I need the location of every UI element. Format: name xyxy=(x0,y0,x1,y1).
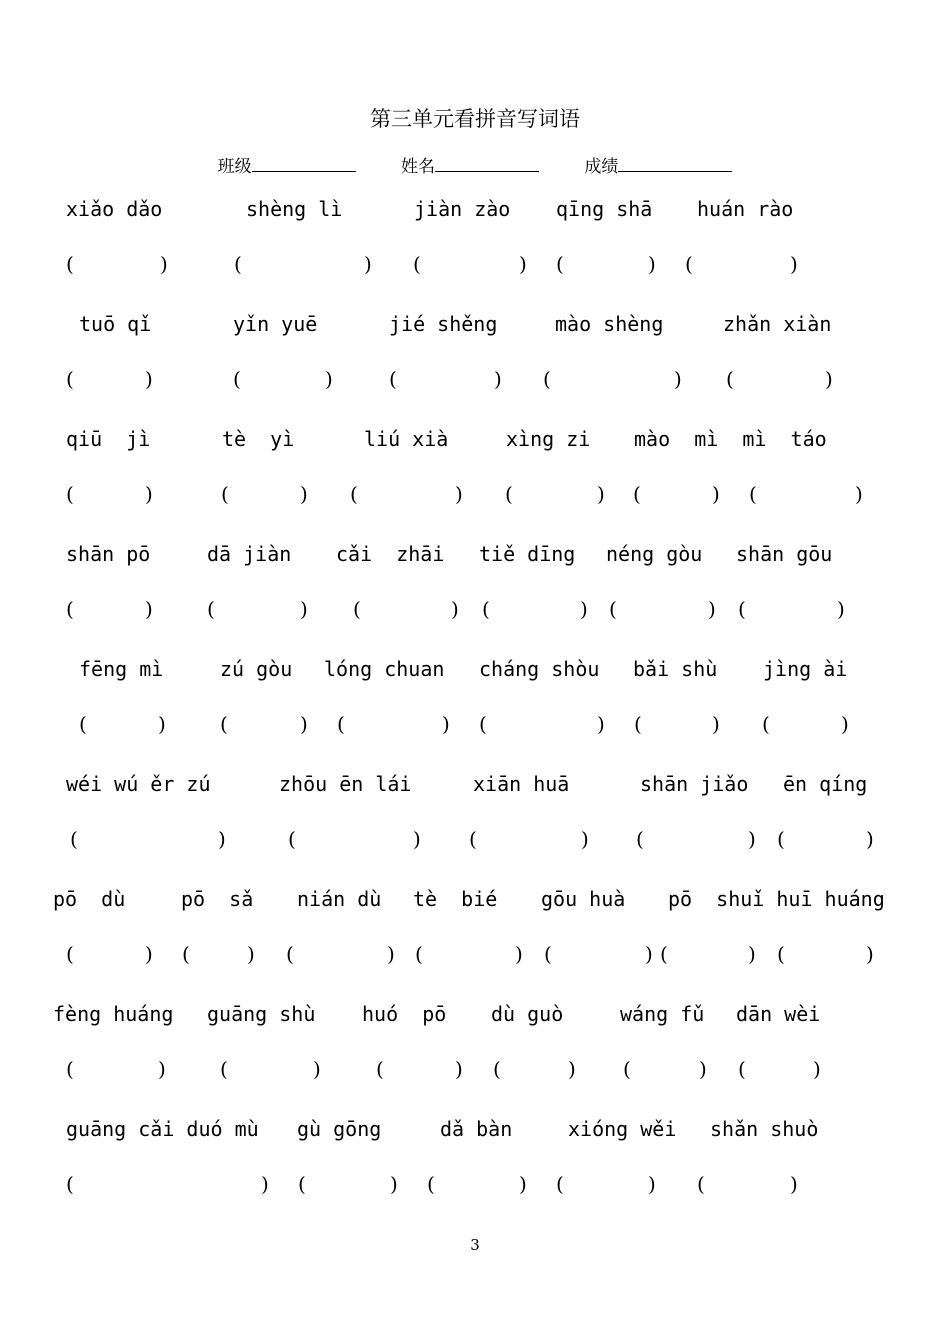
answer-bracket-open: ( xyxy=(66,597,74,621)
answer-bracket-open: ( xyxy=(634,712,642,736)
answer-bracket-close: ) xyxy=(494,367,502,391)
answer-bracket-close: ) xyxy=(145,942,153,966)
pinyin-word: dù guò xyxy=(491,1002,564,1026)
pinyin-word: xióng wěi xyxy=(568,1117,677,1141)
answer-bracket-close: ) xyxy=(712,482,720,506)
answer-bracket-open: ( xyxy=(493,1057,501,1081)
answer-bracket-close: ) xyxy=(519,1172,527,1196)
pinyin-word: shān pō xyxy=(66,542,151,566)
answer-bracket-open: ( xyxy=(777,827,785,851)
answer-bracket-close: ) xyxy=(648,252,656,276)
pinyin-word: yǐn yuē xyxy=(233,312,318,336)
answer-bracket-close: ) xyxy=(387,942,395,966)
pinyin-word: tè bié xyxy=(413,887,498,911)
answer-bracket-close: ) xyxy=(866,827,874,851)
page-number: 3 xyxy=(470,1236,480,1254)
answer-bracket-close: ) xyxy=(837,597,845,621)
answer-bracket-close: ) xyxy=(158,1057,166,1081)
pinyin-word: pō shuǐ huī huáng xyxy=(668,887,885,911)
pinyin-word: wéi wú ěr zú xyxy=(66,772,211,796)
answer-bracket-open: ( xyxy=(427,1172,435,1196)
answer-bracket-close: ) xyxy=(580,597,588,621)
answer-bracket-open: ( xyxy=(66,1057,74,1081)
pinyin-word: nián dù xyxy=(297,887,382,911)
answer-bracket-open: ( xyxy=(543,367,551,391)
pinyin-word: guāng shù xyxy=(207,1002,316,1026)
answer-bracket-close: ) xyxy=(855,482,863,506)
pinyin-word: tiě dīng xyxy=(479,542,576,566)
answer-bracket-open: ( xyxy=(220,1057,228,1081)
pinyin-word: wáng fǔ xyxy=(620,1002,705,1026)
answer-bracket-open: ( xyxy=(376,1057,384,1081)
answer-bracket-close: ) xyxy=(145,597,153,621)
answer-bracket-close: ) xyxy=(748,942,756,966)
answer-bracket-open: ( xyxy=(233,367,241,391)
answer-bracket-open: ( xyxy=(288,827,296,851)
answer-bracket-open: ( xyxy=(66,252,74,276)
pinyin-word: huó pō xyxy=(362,1002,447,1026)
answer-bracket-close: ) xyxy=(455,482,463,506)
answer-bracket-close: ) xyxy=(519,252,527,276)
class-label: 班级 xyxy=(217,157,252,177)
pinyin-word: fēng mì xyxy=(79,657,164,681)
answer-bracket-close: ) xyxy=(748,827,756,851)
answer-bracket-close: ) xyxy=(300,482,308,506)
name-label: 姓名 xyxy=(401,157,435,177)
answer-bracket-open: ( xyxy=(633,482,641,506)
answer-bracket-close: ) xyxy=(325,367,333,391)
answer-bracket-close: ) xyxy=(515,942,523,966)
answer-bracket-close: ) xyxy=(568,1057,576,1081)
answer-bracket-open: ( xyxy=(220,712,228,736)
class-blank[interactable] xyxy=(252,157,356,172)
answer-bracket-close: ) xyxy=(313,1057,321,1081)
pinyin-word: dǎ bàn xyxy=(440,1117,513,1141)
pinyin-word: qiū jì xyxy=(66,427,151,451)
class-field xyxy=(218,152,356,177)
pinyin-word: shèng lì xyxy=(246,197,343,221)
answer-bracket-open: ( xyxy=(66,1172,74,1196)
name-blank[interactable] xyxy=(435,157,539,172)
pinyin-word: gōu huà xyxy=(541,887,626,911)
answer-bracket-open: ( xyxy=(749,482,757,506)
pinyin-word: zú gòu xyxy=(220,657,293,681)
answer-bracket-open: ( xyxy=(234,252,242,276)
answer-bracket-open: ( xyxy=(413,252,421,276)
pinyin-word: liú xià xyxy=(364,427,449,451)
score-field xyxy=(584,152,732,177)
answer-bracket-open: ( xyxy=(505,482,513,506)
answer-bracket-close: ) xyxy=(674,367,682,391)
pinyin-word: jìng ài xyxy=(763,657,848,681)
answer-bracket-close: ) xyxy=(597,482,605,506)
pinyin-word: gù gōng xyxy=(297,1117,382,1141)
worksheet-title: 第三单元看拼音写词语 xyxy=(370,107,580,131)
answer-bracket-close: ) xyxy=(218,827,226,851)
answer-bracket-open: ( xyxy=(482,597,490,621)
answer-bracket-open: ( xyxy=(389,367,397,391)
pinyin-word: zhǎn xiàn xyxy=(723,312,832,336)
answer-bracket-open: ( xyxy=(556,252,564,276)
answer-bracket-close: ) xyxy=(645,942,653,966)
answer-bracket-open: ( xyxy=(286,942,294,966)
answer-bracket-close: ) xyxy=(699,1057,707,1081)
answer-bracket-open: ( xyxy=(182,942,190,966)
answer-bracket-open: ( xyxy=(697,1172,705,1196)
answer-bracket-open: ( xyxy=(544,942,552,966)
pinyin-word: mào mì mì táo xyxy=(634,427,827,451)
pinyin-word: néng gòu xyxy=(606,542,703,566)
answer-bracket-close: ) xyxy=(790,1172,798,1196)
answer-bracket-open: ( xyxy=(738,597,746,621)
pinyin-word: xìng zi xyxy=(506,427,591,451)
pinyin-word: shǎn shuò xyxy=(710,1117,819,1141)
answer-bracket-close: ) xyxy=(581,827,589,851)
answer-bracket-open: ( xyxy=(415,942,423,966)
answer-bracket-open: ( xyxy=(685,252,693,276)
answer-bracket-close: ) xyxy=(813,1057,821,1081)
answer-bracket-close: ) xyxy=(145,367,153,391)
answer-bracket-close: ) xyxy=(364,252,372,276)
answer-bracket-open: ( xyxy=(660,942,668,966)
answer-bracket-close: ) xyxy=(158,712,166,736)
answer-bracket-open: ( xyxy=(66,367,74,391)
answer-bracket-close: ) xyxy=(247,942,255,966)
pinyin-word: pō sǎ xyxy=(181,887,254,911)
pinyin-word: lóng chuan xyxy=(324,657,445,681)
pinyin-word: tè yì xyxy=(222,427,295,451)
pinyin-word: tuō qǐ xyxy=(79,312,152,336)
score-blank[interactable] xyxy=(618,157,732,172)
pinyin-word: fèng huáng xyxy=(53,1002,174,1026)
pinyin-word: xiǎo dǎo xyxy=(66,197,163,221)
name-field xyxy=(401,152,539,177)
answer-bracket-close: ) xyxy=(442,712,450,736)
pinyin-word: cháng shòu xyxy=(479,657,600,681)
answer-bracket-open: ( xyxy=(353,597,361,621)
answer-bracket-close: ) xyxy=(451,597,459,621)
answer-bracket-close: ) xyxy=(712,712,720,736)
pinyin-word: mào shèng xyxy=(555,312,664,336)
answer-bracket-close: ) xyxy=(160,252,168,276)
pinyin-word: dān wèi xyxy=(736,1002,821,1026)
answer-bracket-open: ( xyxy=(79,712,87,736)
answer-bracket-close: ) xyxy=(390,1172,398,1196)
answer-bracket-open: ( xyxy=(207,597,215,621)
answer-bracket-open: ( xyxy=(66,942,74,966)
pinyin-word: qīng shā xyxy=(556,197,653,221)
answer-bracket-open: ( xyxy=(636,827,644,851)
answer-bracket-open: ( xyxy=(623,1057,631,1081)
answer-bracket-open: ( xyxy=(479,712,487,736)
score-label: 成绩 xyxy=(584,157,619,177)
answer-bracket-open: ( xyxy=(726,367,734,391)
answer-bracket-close: ) xyxy=(300,597,308,621)
answer-bracket-close: ) xyxy=(413,827,421,851)
answer-bracket-open: ( xyxy=(609,597,617,621)
pinyin-word: xiān huā xyxy=(473,772,570,796)
pinyin-word: cǎi zhāi xyxy=(336,542,445,566)
pinyin-word: huán rào xyxy=(697,197,794,221)
pinyin-word: ēn qíng xyxy=(783,772,868,796)
answer-bracket-close: ) xyxy=(145,482,153,506)
answer-bracket-close: ) xyxy=(708,597,716,621)
answer-bracket-open: ( xyxy=(66,482,74,506)
pinyin-word: bǎi shù xyxy=(633,657,718,681)
pinyin-word: pō dù xyxy=(53,887,126,911)
answer-bracket-open: ( xyxy=(469,827,477,851)
answer-bracket-open: ( xyxy=(350,482,358,506)
pinyin-word: jiàn zào xyxy=(414,197,511,221)
answer-bracket-close: ) xyxy=(648,1172,656,1196)
pinyin-word: shān jiǎo xyxy=(640,772,749,796)
pinyin-word: shān gōu xyxy=(736,542,833,566)
answer-bracket-open: ( xyxy=(70,827,78,851)
answer-bracket-open: ( xyxy=(777,942,785,966)
answer-bracket-close: ) xyxy=(866,942,874,966)
answer-bracket-close: ) xyxy=(455,1057,463,1081)
answer-bracket-close: ) xyxy=(597,712,605,736)
answer-bracket-open: ( xyxy=(298,1172,306,1196)
answer-bracket-close: ) xyxy=(261,1172,269,1196)
answer-bracket-open: ( xyxy=(556,1172,564,1196)
answer-bracket-close: ) xyxy=(300,712,308,736)
answer-bracket-close: ) xyxy=(825,367,833,391)
answer-bracket-open: ( xyxy=(762,712,770,736)
student-info-line xyxy=(0,152,950,177)
pinyin-word: dā jiàn xyxy=(207,542,292,566)
pinyin-word: zhōu ēn lái xyxy=(279,772,412,796)
pinyin-word: guāng cǎi duó mù xyxy=(66,1117,259,1141)
answer-bracket-open: ( xyxy=(738,1057,746,1081)
answer-bracket-open: ( xyxy=(221,482,229,506)
answer-bracket-open: ( xyxy=(337,712,345,736)
answer-bracket-close: ) xyxy=(841,712,849,736)
pinyin-word: jié shěng xyxy=(389,312,498,336)
answer-bracket-close: ) xyxy=(790,252,798,276)
